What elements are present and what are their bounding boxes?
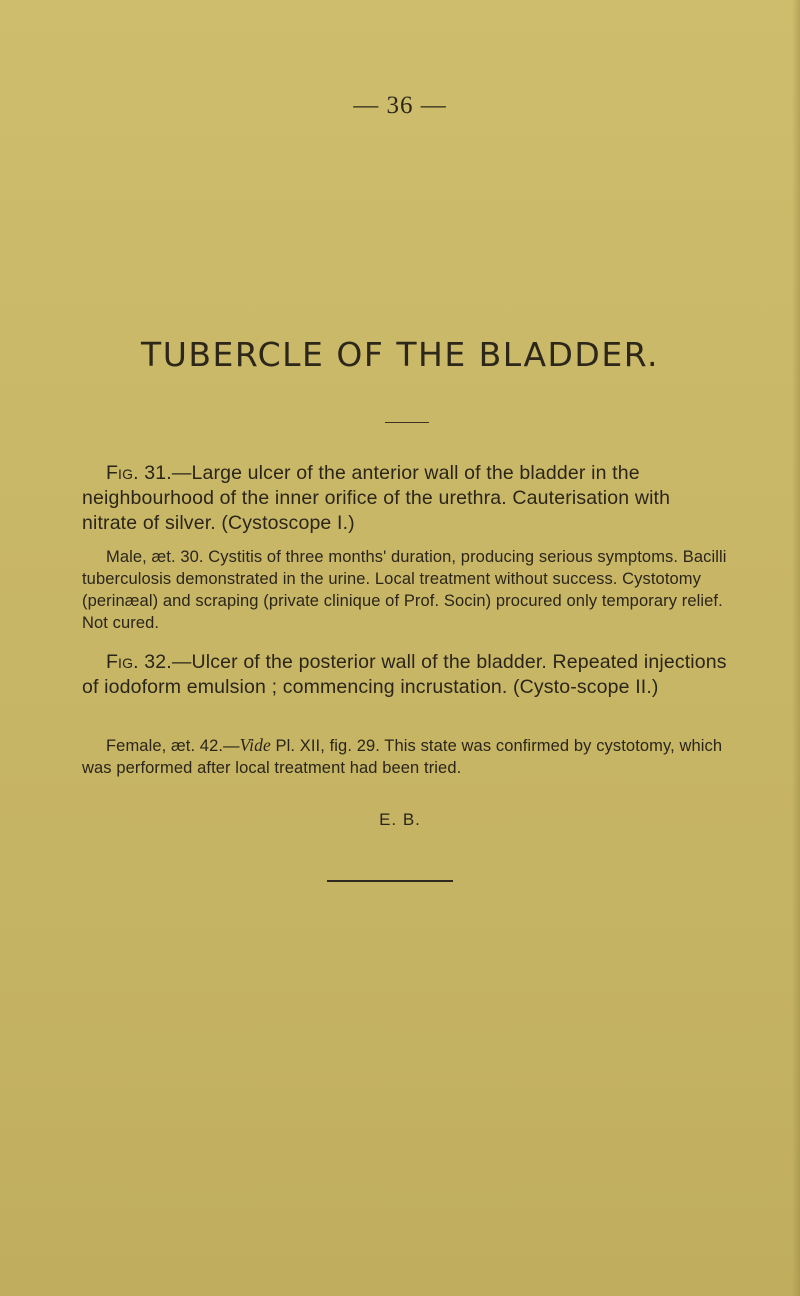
title-divider — [385, 422, 429, 423]
figure-32-case-description — [82, 734, 730, 779]
figure-32-text: 32.—Ulcer of the posterior wall of the bladder. Repeated injections of iodoform emulsion ; commencing incrustation. (Cysto-scope II.) — [82, 651, 727, 698]
figure-31-text: 31.—Large ulcer of the anterior wall of the bladder in the neighbourhood of the inner orifice of the urethra. Cauterisation with nitrate of silver. (Cystoscope I.) — [82, 462, 671, 534]
figure-32-label: Fig. — [106, 651, 139, 673]
figure-32-caption — [82, 650, 730, 700]
figure-31-case-description: Male, æt. 30. Cystitis of three months' duration, producing serious symptoms. Bacilli tuberculosis demonstrated in the urine. Local treatment without success. Cystotomy (perinæal) and scraping (private clinique of Prof. Socin) procured only temporary relief. Not cured. — [82, 548, 727, 632]
figure-31-caption — [82, 461, 730, 536]
end-divider — [327, 880, 453, 882]
author-initials: E. B. — [379, 810, 421, 829]
page-edge-shadow — [792, 0, 800, 1296]
page-number: — 36 — — [353, 92, 447, 119]
figure-32-vide-reference: Vide — [239, 735, 271, 755]
page-title: TUBERCLE OF THE BLADDER. — [141, 335, 659, 374]
figure-31-label: Fig. — [106, 462, 139, 484]
figure-32-case-intro: Female, æt. 42.— — [106, 737, 240, 755]
figure-32-case-text: Pl. XII, fig. 29. This state was confirmed by cystotomy, which was performed after local treatment had been tried. — [82, 737, 723, 777]
